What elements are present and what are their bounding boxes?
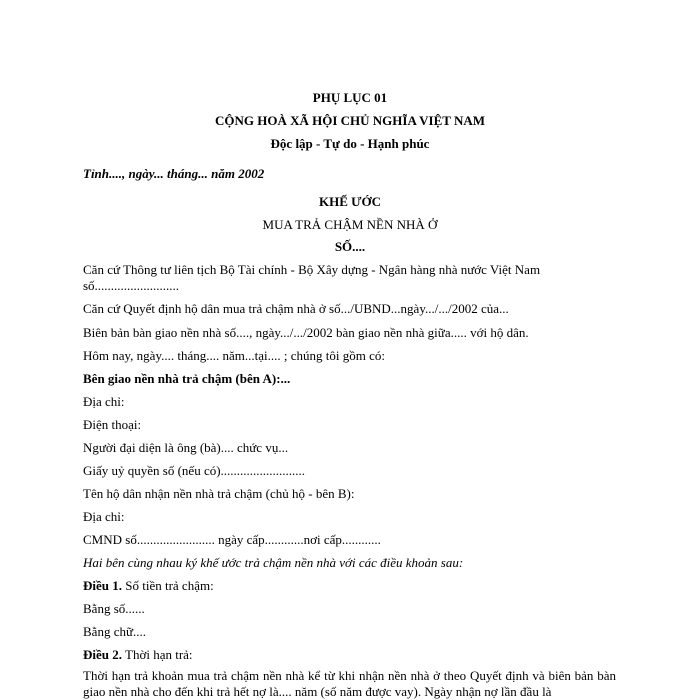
place-date: Tỉnh...., ngày... tháng... năm 2002 (83, 166, 265, 181)
today-paragraph: Hôm nay, ngày.... tháng.... năm...tại.... ; chúng tôi gồm có: (83, 348, 385, 363)
party-b-address: Địa chỉ: (83, 509, 125, 524)
document-number: SỐ.... (334, 239, 366, 254)
article-2 (83, 647, 616, 663)
party-a-address: Địa chỉ: (83, 394, 125, 409)
article-1-label: Điều 1. (83, 578, 122, 593)
amount-in-numbers: Bằng số...... (83, 601, 145, 616)
agreement-statement: Hai bên cùng nhau ký khế ước trả chậm nền nhà với các điều khoản sau: (83, 555, 464, 570)
document-subtitle: MUA TRẢ CHẬM NỀN NHÀ Ở (262, 217, 438, 232)
article-2-label: Điều 2. (83, 647, 122, 662)
party-b-id-card: CMND số........................ ngày cấp............nơi cấp............ (83, 532, 381, 547)
party-a-phone: Điện thoại: (83, 417, 142, 432)
basis-paragraph-3: Biên bản bàn giao nền nhà số...., ngày.../.../2002 bàn giao nền nhà giữa..... với hộ dân. (83, 325, 529, 340)
term-paragraph: Thời hạn trả khoản mua trả chậm nền nhà kể từ khi nhận nền nhà ở theo Quyết định và biên bản bàn giao nền nhà cho đến khi trả hết nợ là.... năm (số năm được vay). Ngày nhận nợ lần đầu là (83, 668, 616, 699)
article-1-text: Số tiền trả chậm: (122, 578, 214, 593)
party-a-heading: Bên giao nền nhà trả chậm (bên A):... (83, 371, 291, 386)
party-a-representative: Người đại diện là ông (bà).... chức vụ... (83, 440, 289, 455)
country-heading: CỘNG HOÀ XÃ HỘI CHỦ NGHĨA VIỆT NAM (214, 113, 486, 128)
document-title: KHẾ ƯỚC (319, 194, 381, 209)
article-2-text: Thời hạn trả: (122, 647, 193, 662)
amount-in-words: Bằng chữ.... (83, 624, 147, 639)
article-1 (83, 578, 616, 594)
motto-heading: Độc lập - Tự do - Hạnh phúc (270, 136, 430, 151)
party-a-authorization: Giấy uỷ quyền số (nếu có).......................... (83, 463, 306, 478)
basis-paragraph-2: Căn cứ Quyết định hộ dân mua trả chậm nhà ở số.../UBND...ngày.../.../2002 của... (83, 301, 509, 316)
party-b-name: Tên hộ dân nhận nền nhà trả chậm (chủ hộ - bên B): (83, 486, 355, 501)
basis-paragraph-1: Căn cứ Thông tư liên tịch Bộ Tài chính - Bộ Xây dựng - Ngân hàng nhà nước Việt Nam số.......................... (83, 262, 541, 293)
appendix-heading: PHỤ LỤC 01 (312, 90, 388, 105)
